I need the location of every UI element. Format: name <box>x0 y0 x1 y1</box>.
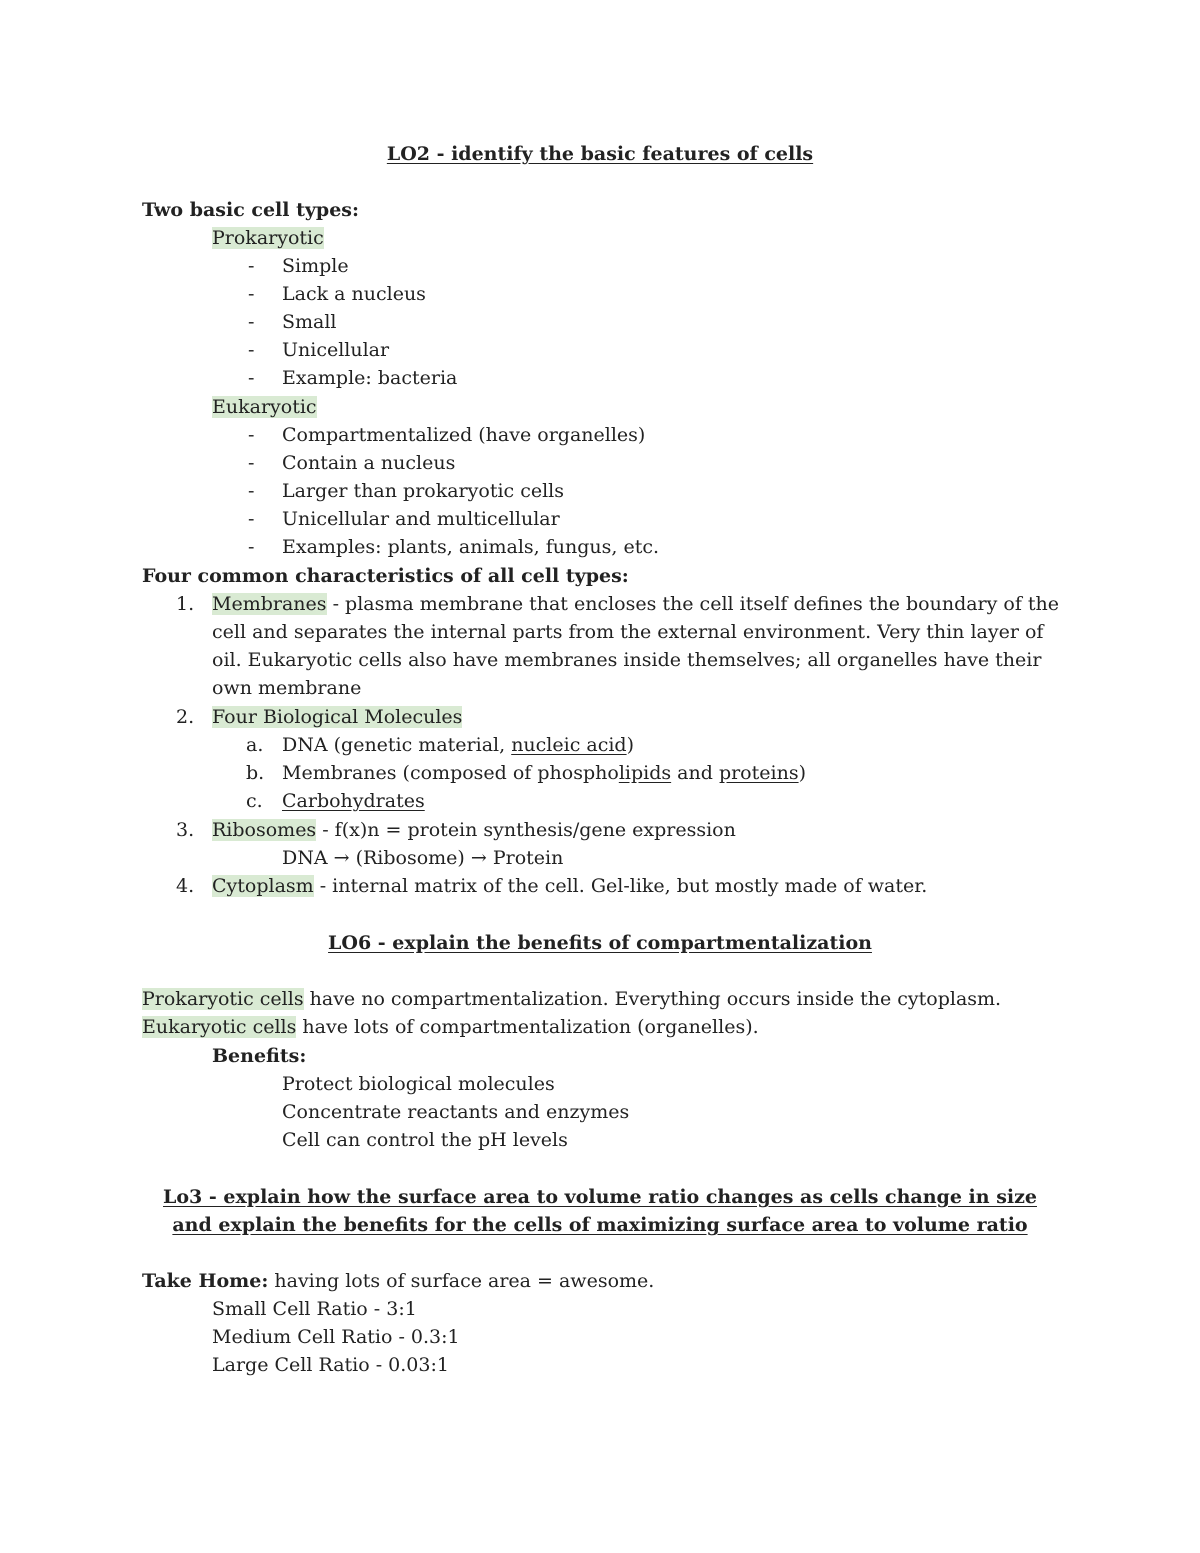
sublist-item: Membranes (composed of phospholipids and proteins) <box>282 762 806 784</box>
list-item: - <box>248 255 255 277</box>
lo6-title: LO6 - explain the benefits of compartmentalization <box>328 932 872 954</box>
list-item: - <box>248 536 255 558</box>
benefit-item: Protect biological molecules <box>282 1073 555 1095</box>
list-item: - <box>248 508 255 530</box>
take-home-line: Take Home: having lots of surface area = awesome. <box>142 1270 655 1292</box>
list-item-continued: oil. Eukaryotic cells also have membranes inside themselves; all organelles have their <box>212 649 1042 671</box>
list-item: - <box>248 311 255 333</box>
sublist-item: DNA (genetic material, nucleic acid) <box>282 734 635 756</box>
lo3-title-line2: and explain the benefits for the cells of maximizing surface area to volume ratio <box>172 1214 1028 1236</box>
list-number: 1. <box>176 593 195 615</box>
list-item: - <box>248 283 255 305</box>
lo3-title-line1: Lo3 - explain how the surface area to volume ratio changes as cells change in size <box>163 1186 1037 1208</box>
characteristics-heading: Four common characteristics of all cell types: <box>142 565 629 587</box>
sublist-label: b. <box>246 762 265 784</box>
list-item: - <box>248 452 255 474</box>
list-number: 4. <box>176 875 195 897</box>
list-item: Compartmentalized (have organelles) <box>282 424 646 446</box>
benefits-heading: Benefits: <box>212 1045 307 1067</box>
list-item: Lack a nucleus <box>282 283 426 305</box>
paragraph-line: Prokaryotic cells have no compartmentalization. Everything occurs inside the cytoplasm. <box>142 988 1002 1010</box>
list-item: Unicellular <box>282 339 390 361</box>
ratio-item: Large Cell Ratio - 0.03:1 <box>212 1354 449 1376</box>
list-item: Ribosomes - f(x)n = protein synthesis/gene expression <box>212 819 736 841</box>
sublist-label: a. <box>246 734 264 756</box>
list-item: - <box>248 480 255 502</box>
list-item: Unicellular and multicellular <box>282 508 560 530</box>
list-item: Examples: plants, animals, fungus, etc. <box>282 536 660 558</box>
list-item: Membranes - plasma membrane that encloses the cell itself defines the boundary of the <box>212 593 1060 615</box>
list-item: - <box>248 367 255 389</box>
cell-types-heading: Two basic cell types: <box>142 199 359 221</box>
ratio-item: Medium Cell Ratio - 0.3:1 <box>212 1326 460 1348</box>
list-item-continued: cell and separates the internal parts from the external environment. Very thin layer of <box>212 621 1044 643</box>
list-item: - <box>248 424 255 446</box>
list-item: Small <box>282 311 337 333</box>
list-number: 2. <box>176 706 195 728</box>
sublist-item: Carbohydrates <box>282 790 425 812</box>
prokaryotic-label: Prokaryotic <box>212 227 324 249</box>
eukaryotic-label: Eukaryotic <box>212 396 317 418</box>
ratio-item: Small Cell Ratio - 3:1 <box>212 1298 417 1320</box>
benefit-item: Concentrate reactants and enzymes <box>282 1101 630 1123</box>
list-item: Four Biological Molecules <box>212 706 463 728</box>
benefit-item: Cell can control the pH levels <box>282 1129 568 1151</box>
ribosome-flow: DNA → (Ribosome) → Protein <box>282 847 564 869</box>
list-item: Cytoplasm - internal matrix of the cell. Gel-like, but mostly made of water. <box>212 875 928 897</box>
list-number: 3. <box>176 819 195 841</box>
list-item-continued: own membrane <box>212 677 362 699</box>
paragraph-line: Eukaryotic cells have lots of compartmentalization (organelles). <box>142 1016 759 1038</box>
list-item: Simple <box>282 255 349 277</box>
list-item: Example: bacteria <box>282 367 458 389</box>
list-item: Contain a nucleus <box>282 452 456 474</box>
sublist-label: c. <box>246 790 263 812</box>
lo2-title: LO2 - identify the basic features of cells <box>386 143 814 165</box>
list-item: - <box>248 339 255 361</box>
list-item: Larger than prokaryotic cells <box>282 480 564 502</box>
